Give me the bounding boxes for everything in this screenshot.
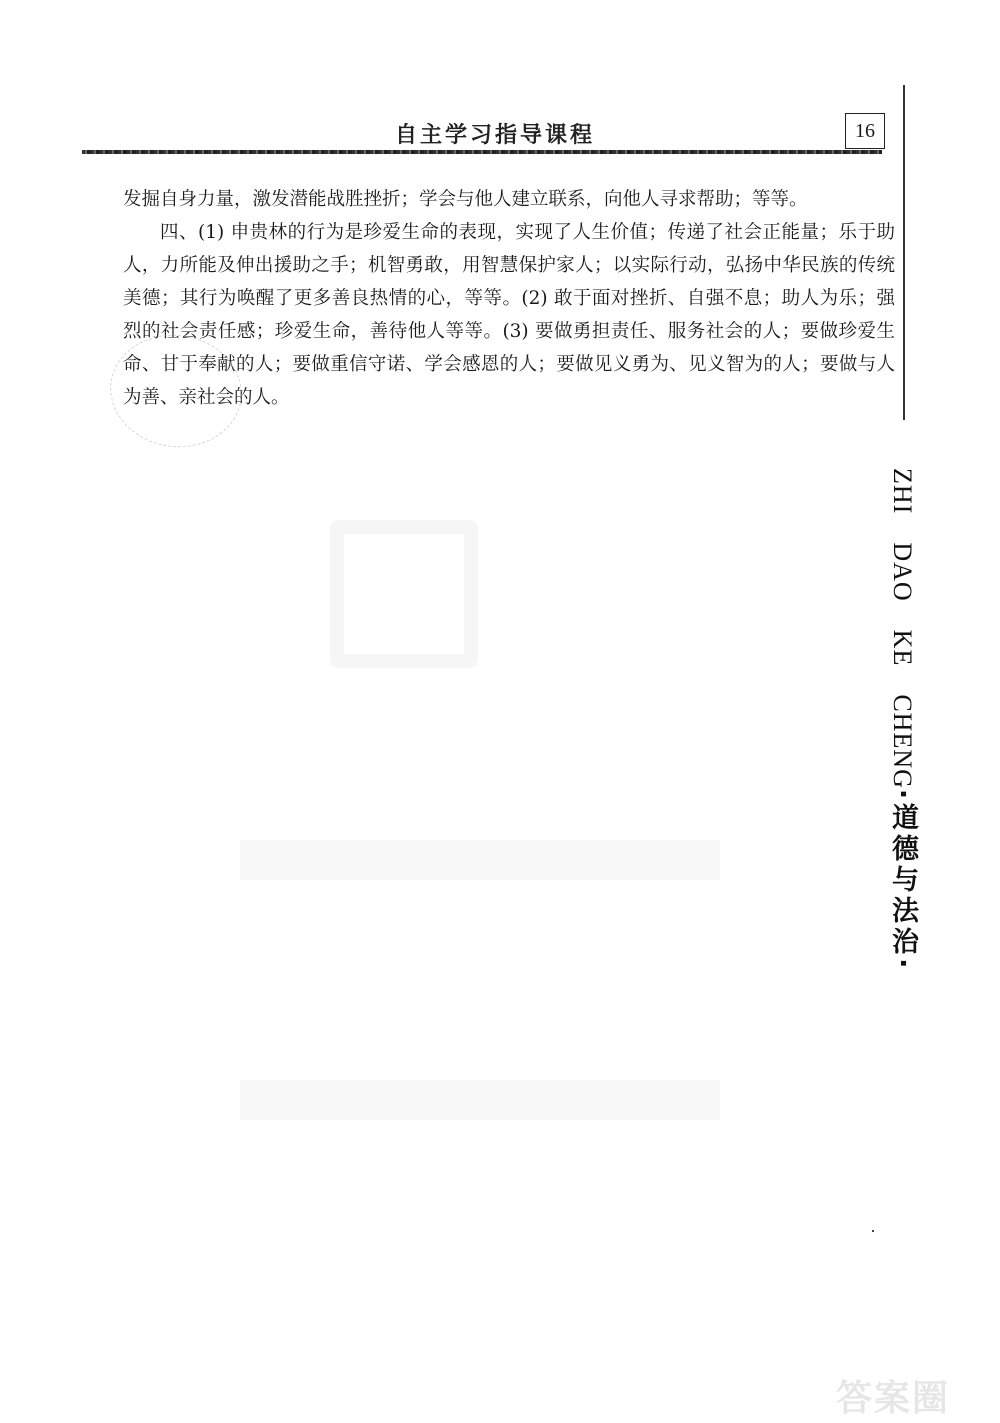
header-rule	[82, 150, 882, 154]
side-word-cheng: CHENG	[888, 694, 917, 789]
page-number: 16	[845, 113, 885, 149]
paragraph-1: 发掘自身力量，激发潜能战胜挫折；学会与他人建立联系，向他人寻求帮助；等等。	[123, 189, 808, 210]
header-title: 自主学习指导课程	[395, 123, 596, 148]
paragraph-2: 四、(1) 申贵林的行为是珍爱生命的表现，实现了人生价值；传递了社会正能量；乐于助人，力所能及伸出援助之手；机智勇敢，用智慧保护家人；以实际行动，弘扬中华民族的传统美德；其行为唤醒了更多善良热情的心，等等。(2) 敢于面对挫折、自强不息；助人为乐；强烈的社会责任感；珍爱生命，善待他人等等。(3) 要做勇担责任、服务社会的人；要做珍爱生命、甘于奉献的人；要做重信守诺、学会感恩的人；要做见义勇为、见义智为的人；要做与人为善、亲社会的人。	[123, 222, 895, 408]
side-word-dao: DAO	[888, 542, 917, 602]
watermark-shape	[330, 520, 478, 668]
side-course-title	[887, 468, 922, 973]
side-word-ke: KE	[888, 629, 917, 667]
watermark-band	[240, 840, 720, 1120]
side-word-zhi: ZHI	[888, 468, 917, 515]
speck	[872, 1230, 874, 1232]
side-rule	[903, 85, 905, 420]
side-subject: ·道德与法治·	[887, 788, 918, 973]
corner-watermark-logo: 答案圈	[836, 1378, 951, 1419]
